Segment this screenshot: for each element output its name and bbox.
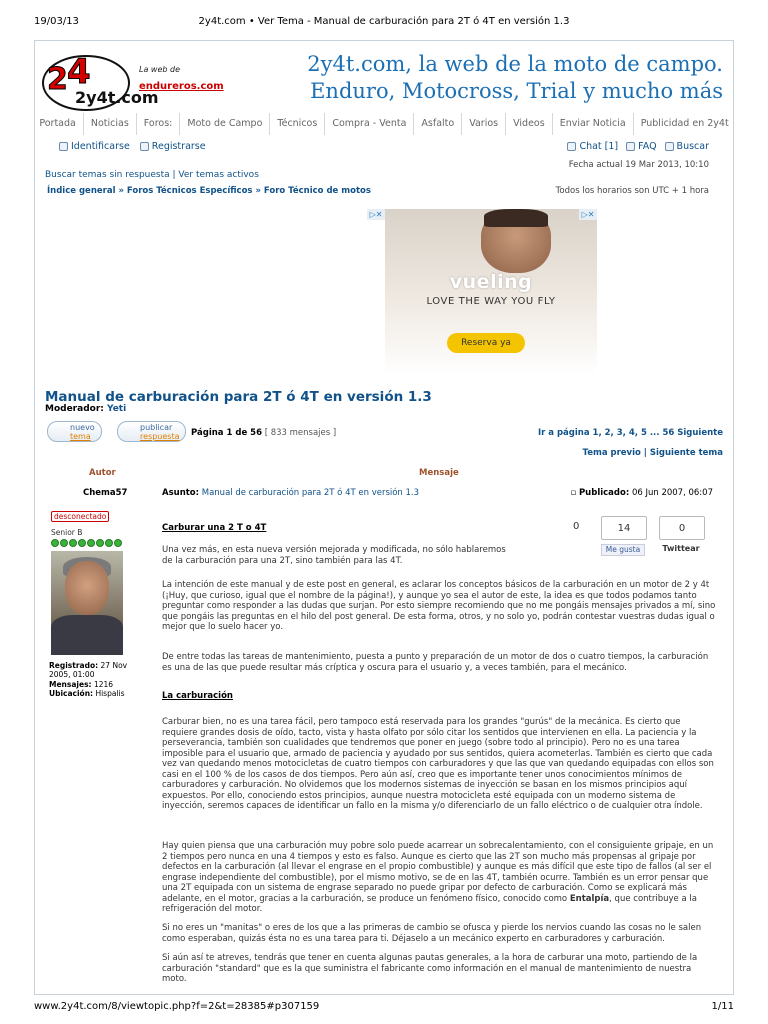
avatar-body: [51, 615, 123, 655]
post-reply-label2: respuesta: [140, 432, 180, 441]
user-messages-count: 1216: [93, 680, 114, 689]
vote-count: 0: [573, 521, 580, 532]
page-label: Página 1 de 56: [191, 428, 262, 438]
post-published: [570, 488, 713, 498]
post-paragraph: Si aún así te atreves, tendrás que tener en cuenta algunas pautas generales, a la hora de carburar una moto, partiendo de la carburación "standard" que es la que suministra el fabricante como información en el manual de mantenimiento de nuestra moto.: [162, 953, 698, 984]
rank-dot: [69, 539, 77, 547]
new-topic-button[interactable]: [47, 421, 102, 442]
subject-label: Asunto:: [162, 488, 200, 498]
site-title-line1: 2y4t.com, la web de la moto de campo.: [307, 52, 723, 76]
site-title-line2: Enduro, Motocross, Trial y mucho más: [310, 79, 723, 103]
location-value: Hispalis: [95, 689, 125, 698]
tweet-count-box: 0: [659, 516, 705, 540]
ad-brand: vueling: [449, 271, 533, 293]
post-paragraph: Si no eres un "manitas" o eres de los que a las primeras de cambio se ofusca y pierde los nervios cuando las cosas no le salen como esperaban, quizás ésta no es una tarea para ti. Déjaselo a un mecánico experto en carburadores y carburación.: [162, 923, 702, 944]
location-label: Ubicación:: [49, 689, 94, 698]
register-link[interactable]: Registrarse: [140, 141, 206, 152]
faq-link[interactable]: FAQ: [626, 141, 656, 152]
right-bar: [567, 141, 709, 152]
tweet-button[interactable]: Twittear: [662, 544, 700, 553]
nav-asfalto[interactable]: Asfalto: [413, 113, 461, 135]
nav-videos[interactable]: Videos: [505, 113, 552, 135]
chat-link[interactable]: Chat [1]: [567, 141, 618, 152]
topic-title[interactable]: Manual de carburación para 2T ó 4T en versión 1.3: [45, 389, 432, 405]
rank-dot: [60, 539, 68, 547]
message-count: [ 833 mensajes ]: [264, 428, 337, 438]
ad-cta-button[interactable]: Reserva ya: [447, 333, 525, 353]
user-messages-label: Mensajes:: [49, 680, 92, 689]
svg-text:4: 4: [67, 52, 91, 92]
register-icon: [140, 142, 149, 151]
nav-publicidad[interactable]: Publicidad en 2y4t: [633, 113, 736, 135]
timezone-note: Todos los horarios son UTC + 1 hora: [555, 186, 709, 196]
site-logo[interactable]: [41, 49, 159, 113]
svg-text:2: 2: [47, 62, 68, 97]
post-heading-carburacion: [162, 691, 718, 702]
post-reply-button[interactable]: [117, 421, 186, 442]
post-text-bold: Entalpía: [569, 893, 610, 904]
user-location: [49, 689, 125, 698]
print-title: 2y4t.com • Ver Tema - Manual de carburación para 2T ó 4T en versión 1.3: [198, 16, 570, 27]
print-date: 19/03/13: [34, 16, 79, 27]
main-nav: [39, 113, 729, 135]
post-paragraph: Carburar bien, no es una tarea fácil, pero tampoco está reservada para los grandes "gurús" de la mecánica. Es cierto que requiere grandes dosis de oído, tacto, vista y hasta olfato por sólo citar los sentidos que intervienen en ella. La paciencia y la perseverancia, también son cualidades que tendremos que poner en juego (sobre todo al principio). Pero no es una tarea imposible para el usuario que, armado de paciencia y ayudado por sus sentidos, quiera acometerlas. También es cierto que cada vez van quedando menos motocicletas de cuatro tiempos con carburadores y que las que van quedando equipadas con ellos son casi en el 100 % de los casos de dos tiempos. Pero aún así, creo que es importante tener unos conocimientos mínimos de carburadores y carburación. No olvidemos que los modernos sistemas de inyección se basan en los mismos principios aquí expuestos. Por ello, conociendo estos principios, aunque nuestra motocicleta esté equipada con un moderno sistema de inyección, seremos capaces de identificar un fallo en la misma y/o diferenciarlo de un fallo eléctrico o de cualquier otra índole.: [162, 717, 714, 811]
registered-label: Registrado:: [49, 661, 99, 670]
rank-dot: [105, 539, 113, 547]
faq-icon: [626, 142, 635, 151]
rank-bar: [51, 539, 122, 547]
post-subject: [162, 488, 419, 498]
new-topic-label1: nuevo: [70, 423, 95, 432]
logo-text: 2y4t.com: [75, 88, 159, 107]
page-goto-links[interactable]: Ir a página 1, 2, 3, 4, 5 ... 56 Siguiente: [537, 428, 723, 438]
post-paragraph: Una vez más, en esta nueva versión mejorada y modificada, no sólo hablaremos de la carburación para una 2T, sino también para las 4T.: [162, 545, 506, 566]
avatar: [51, 551, 123, 651]
login-icon: [59, 142, 68, 151]
moderator-line: [45, 404, 126, 414]
print-url: www.2y4t.com/8/viewtopic.php?f=2&t=28385#p307159: [34, 1001, 320, 1012]
page-frame: [34, 40, 734, 995]
subject-link[interactable]: Manual de carburación para 2T ó 4T en versión 1.3: [201, 488, 420, 498]
breadcrumb[interactable]: Índice general » Foros Técnicos Específicos » Foro Técnico de motos: [47, 186, 371, 196]
ad-image-hair: [484, 209, 548, 227]
nav-compra-venta[interactable]: Compra - Venta: [324, 113, 413, 135]
nav-portada[interactable]: Portada: [39, 118, 76, 129]
post-text: Hay quien piensa que una carburación muy pobre solo puede acarrear un sobrecalentamiento, con el consiguiente gripaje, en un 2 tiempos pero nunca en una 4 tiempos y esto es falso. Aunque es cierto que las 2T son mucho más propensas al gripaje por defectos en la carburación (al llevar el engrase en el propio combustible) y aunque es más difícil que este tipo de fallos (al ser el engrase independiente del combustible), por el mismo motivo, se de en las 4T, también ocurre. También es un error pensar que una 2T equipada con un sistema de engrase separado no puede gripar por defecto de carburación. Como se explicará más adelante, en el motor, gracias a la carburación, se produce un fenómeno físico, conocido como: [162, 841, 714, 904]
post-heading-carburar: [162, 523, 552, 534]
ad-close-icon[interactable]: ▷✕: [579, 209, 597, 220]
user-bar: [59, 141, 206, 152]
ad-banner[interactable]: [385, 209, 597, 375]
nav-varios[interactable]: Varios: [461, 113, 505, 135]
post-paragraph: [162, 841, 718, 915]
logo-sub: La web de: [139, 65, 180, 74]
like-count-box: 14: [601, 516, 647, 540]
login-link[interactable]: Identificarse: [59, 141, 130, 152]
post-paragraph: La intención de este manual y de este post en general, es aclarar los conceptos básicos de la carburación en un motor de 2 y 4t (¡Huy, que curioso, igual que el nombre de la página!), y aunque yo sea el autor de este, la idea es que todos podamos tanto preguntar como responder a las dudas que surjan. Por esto siempre recomiendo que no me pongáis mensajes privados a mí, sino que pongáis las preguntas en el hilo del post general. De esta forma, otros, y no solo yo, podrán contestar vuestras dudas igual o mejor que lo suelo hacer yo.: [162, 580, 716, 632]
message-column-header: Mensaje: [419, 468, 459, 478]
nav-enviar-noticia[interactable]: Enviar Noticia: [552, 113, 633, 135]
current-date: Fecha actual 19 Mar 2013, 10:10: [568, 160, 709, 170]
chat-icon: [567, 142, 576, 151]
published-date: 06 Jun 2007, 06:07: [631, 488, 713, 498]
post-paragraph: De entre todas las tareas de mantenimiento, puesta a punto y preparación de un motor de dos o cuatro tiempos, la carburación es una de las que puede resultar más críptica y oscura para el usuario y, a veces también, para el mecánico.: [162, 652, 709, 673]
like-button[interactable]: Me gusta: [601, 544, 645, 556]
logo-site-link[interactable]: endureros.com: [139, 81, 224, 92]
post-heading: Carburar una 2 T o 4T: [162, 523, 267, 533]
nav-noticias[interactable]: Noticias: [83, 113, 136, 135]
published-label: Publicado:: [578, 488, 630, 498]
status-badge: desconectado: [51, 511, 109, 522]
post-icon[interactable]: ▫: [570, 488, 577, 498]
ad-choices-icon[interactable]: ▷✕: [367, 209, 385, 220]
rank-dot: [114, 539, 122, 547]
user-registered: [49, 661, 139, 679]
nav-foros[interactable]: Foros:: [136, 113, 180, 135]
post-text: , que contribuye a la refrigeración del motor.: [162, 893, 697, 914]
user-messages: [49, 680, 113, 689]
post-heading: La carburación: [162, 691, 233, 701]
rank-dot: [78, 539, 86, 547]
site-title: [307, 51, 723, 105]
new-topic-label2: tema: [70, 432, 91, 441]
avatar-head: [65, 561, 109, 615]
rank-dot: [51, 539, 59, 547]
moderator-link[interactable]: Yeti: [107, 404, 127, 414]
search-icon: [665, 142, 674, 151]
post-reply-label1: publicar: [140, 423, 173, 432]
post-author[interactable]: Chema57: [83, 488, 128, 498]
nav-tecnicos[interactable]: Técnicos: [269, 113, 324, 135]
nav-moto-de-campo[interactable]: Moto de Campo: [179, 113, 269, 135]
registered-date: 27 Nov 2005, 01:00: [49, 661, 128, 679]
search-link[interactable]: Buscar: [665, 141, 709, 152]
rank-dot: [87, 539, 95, 547]
user-rank: Senior B: [51, 528, 83, 537]
moderator-label: Moderador:: [45, 404, 104, 414]
print-page-number: 1/11: [711, 1001, 734, 1012]
topic-nav-links[interactable]: Tema previo | Siguiente tema: [582, 448, 723, 458]
pagination-info: [191, 428, 336, 438]
author-column-header: Autor: [89, 468, 116, 478]
rank-dot: [96, 539, 104, 547]
search-topic-links[interactable]: Buscar temas sin respuesta | Ver temas activos: [45, 170, 259, 180]
ad-slogan: LOVE THE WAY YOU FLY: [426, 296, 556, 307]
